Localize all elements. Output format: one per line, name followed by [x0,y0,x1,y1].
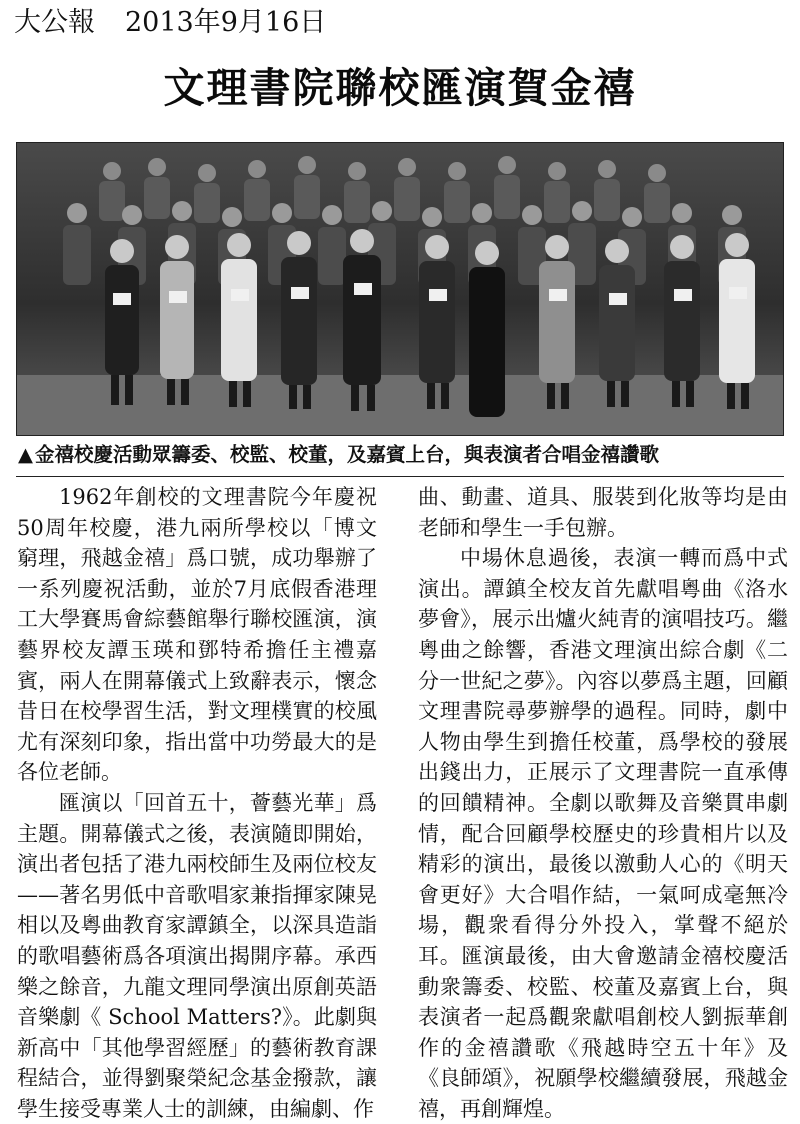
caption-divider [16,476,784,477]
article-paragraph: 中場休息過後，表演一轉而爲中式演出。譚鎮全校友首先獻唱粵曲《洛水夢會》，展示出爐火純青的演唱技巧。繼粵曲之餘響，香港文理演出綜合劇《二分一世紀之夢》。內容以夢爲主題，回顧文理書院尋夢辦學的過程。同時，劇中人物由學生到擔任校董，爲學校的發展出錢出力，正展示了文理書院一直承傳的回饋精神。全劇以歌舞及音樂貫串劇情，配合回顧學校歷史的珍貴相片以及精彩的演出，最後以激動人心的《明天會更好》大合唱作結，一氣呵成毫無冷場，觀衆看得分外投入，掌聲不絕於耳。匯演最後，由大會邀請金禧校慶活動衆籌委、校監、校董及嘉賓上台，與表演者一起爲觀衆獻唱創校人劉振華創作的金禧讚歌《飛越時空五十年》及《良師頌》，祝願學校繼續發展，飛越金禧，再創輝煌。 [418,546,788,1121]
photo-caption [18,440,788,470]
group-photo [16,142,784,436]
masthead [14,6,326,40]
article-headline: 文理書院聯校匯演賀金禧 [163,64,637,112]
article-paragraph: 1962年創校的文理書院今年慶祝50周年校慶，港九兩所學校以「博文窮理，飛越金禧」爲口號，成功舉辦了一系列慶祝活動，並於7月底假香港理工大學賽馬會綜藝館舉行聯校匯演，演藝界校友譚玉瑛和鄧特希擔任主禮嘉賓，兩人在開幕儀式上致辭表示，懷念昔日在校學習生活，對文理樸實的校風尤有深刻印象，指出當中功勞最大的是各位老師。 [17,485,377,785]
article-paragraph: 匯演以「回首五十，薈藝光華」爲主題。開幕儀式之後，表演隨即開始，演出者包括了港九兩校師生及兩位校友——著名男低中音歌唱家兼指揮家陳晃相以及粵曲教育家譚鎮全，以深具造詣的歌唱藝術爲各項演出揭開序幕。承西樂之餘音，九龍文理同學演出原創英語音樂劇《 School Matters?》。此劇與新高中「其他學習經歷」的藝術教育課程結合，並得劉聚榮紀念基金撥款，讓學生接受專業人士的訓練，由編劇、作 [17,790,377,1121]
group-photo-icon [17,143,783,435]
publication-date: 2013年9月16日 [125,7,327,38]
newspaper-name: 大公報 [14,7,95,38]
caption-text: 金禧校慶活動眾籌委、校監、校董，及嘉賓上台，與表演者合唱金禧讚歌 [35,443,660,466]
triangle-marker-icon: ▲ [18,443,33,466]
article-column-right [418,482,788,1124]
article-paragraph: 曲、動畫、道具、服裝到化妝等均是由老師和學生一手包辦。 [418,485,788,540]
article-column-left [17,482,377,1124]
